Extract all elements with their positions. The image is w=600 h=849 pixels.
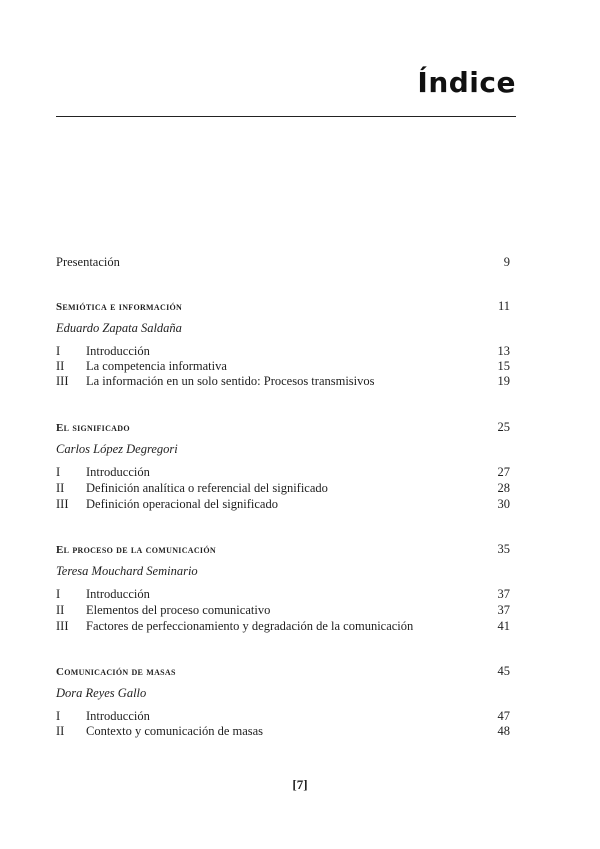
entry-page: 27 [497, 465, 510, 479]
page-title: Índice [417, 66, 516, 99]
section-title: El proceso de la comunicación [56, 544, 216, 556]
entry-number: I [56, 465, 61, 479]
entry-label: Definición operacional del significado [86, 497, 278, 511]
title-divider [56, 116, 516, 117]
toc-entry [56, 586, 510, 602]
toc-entry [56, 708, 510, 724]
entry-label: La competencia informativa [86, 359, 227, 373]
toc-entry [56, 496, 510, 512]
entry-page: 47 [497, 709, 510, 723]
section-page: 25 [497, 420, 510, 434]
entry-number: II [56, 481, 65, 495]
section-author [56, 563, 510, 579]
entry-page: 48 [497, 724, 510, 738]
entry-page: 37 [497, 587, 510, 601]
entry-label: Elementos del proceso comunicativo [86, 603, 271, 617]
entry-page: 19 [497, 374, 510, 388]
toc-entry [56, 618, 510, 634]
toc-presentation-label: Presentación [56, 255, 120, 269]
toc-entry [56, 343, 510, 359]
entry-label: Introducción [86, 709, 150, 723]
author-name: Carlos López Degregori [56, 442, 178, 456]
entry-page: 15 [497, 359, 510, 373]
section-heading [56, 419, 510, 436]
author-name: Teresa Mouchard Seminario [56, 564, 198, 578]
section-heading [56, 663, 510, 680]
entry-label: Introducción [86, 344, 150, 358]
entry-number: III [56, 497, 69, 511]
entry-label: La información en un solo sentido: Procesos transmisivos [86, 374, 375, 388]
toc-entry [56, 602, 510, 618]
entry-number: II [56, 603, 65, 617]
entry-number: I [56, 587, 61, 601]
author-name: Eduardo Zapata Saldaña [56, 321, 182, 335]
section-page: 45 [497, 664, 510, 678]
entry-page: 41 [497, 619, 510, 633]
entry-number: III [56, 374, 69, 388]
entry-label: Definición analítica o referencial del significado [86, 481, 328, 495]
entry-page: 30 [497, 497, 510, 511]
entry-number: I [56, 709, 61, 723]
author-name: Dora Reyes Gallo [56, 686, 147, 700]
entry-number: II [56, 724, 65, 738]
section-author [56, 685, 510, 701]
section-heading [56, 541, 510, 558]
toc-entry [56, 480, 510, 496]
entry-page: 37 [497, 603, 510, 617]
section-page: 11 [497, 299, 510, 313]
toc-entry [56, 358, 510, 374]
entry-page: 28 [497, 481, 510, 495]
section-heading [56, 298, 510, 315]
section-title: Semiótica e información [56, 301, 183, 313]
section-title: El significado [56, 422, 130, 434]
toc-presentation [56, 254, 510, 270]
section-author [56, 441, 510, 457]
entry-page: 13 [497, 344, 510, 358]
toc-presentation-page: 9 [503, 255, 510, 269]
toc-entry [56, 723, 510, 739]
entry-label: Factores de perfeccionamiento y degradación de la comunicación [86, 619, 414, 633]
page-number: [7] [292, 777, 308, 792]
entry-label: Introducción [86, 465, 150, 479]
section-author [56, 320, 510, 336]
entry-label: Contexto y comunicación de masas [86, 724, 264, 738]
toc-entry [56, 373, 510, 389]
entry-number: II [56, 359, 65, 373]
section-page: 35 [497, 542, 510, 556]
entry-number: III [56, 619, 69, 633]
entry-number: I [56, 344, 61, 358]
entry-label: Introducción [86, 587, 150, 601]
section-title: Comunicación de masas [56, 666, 176, 678]
toc-entry [56, 464, 510, 480]
